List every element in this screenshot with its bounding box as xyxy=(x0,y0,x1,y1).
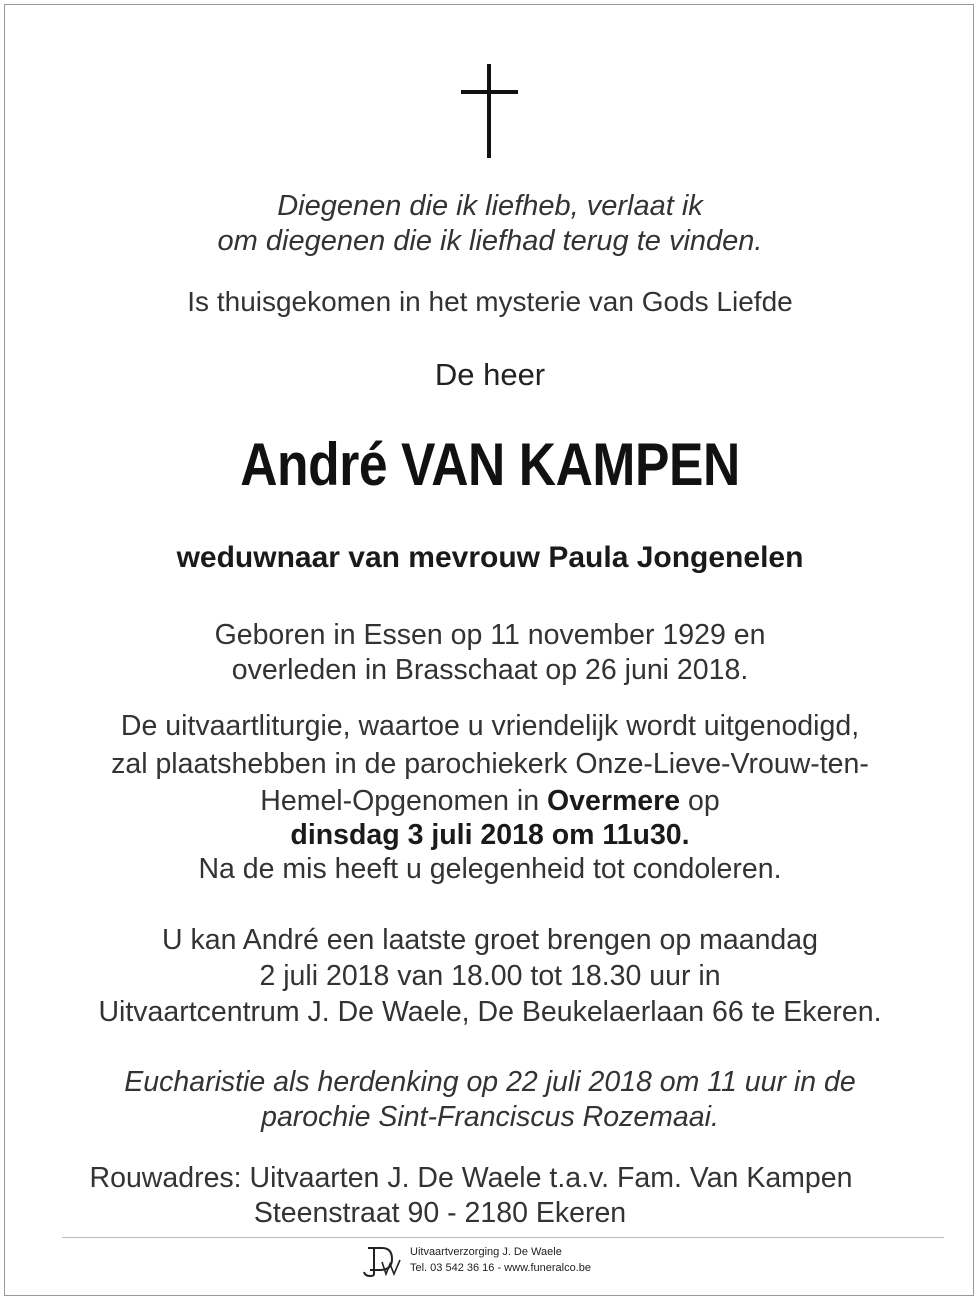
funeral-home-contact: Tel. 03 542 36 16 - www.funeralco.be xyxy=(410,1262,592,1274)
cross-icon xyxy=(458,64,522,160)
funeral-line-2: zal plaatshebben in de parochiekerk Onze-Lieve-Vrouw-ten- xyxy=(111,748,869,780)
eucharist-line-2: parochie Sint-Franciscus Rozemaai. xyxy=(261,1101,719,1133)
widower-line: weduwnaar van mevrouw Paula Jongenelen xyxy=(176,541,804,574)
address-line-2: Steenstraat 90 - 2180 Ekeren xyxy=(253,1197,627,1229)
funeral-line-1: De uitvaartliturgie, waartoe u vriendelijk wordt uitgenodigd, xyxy=(120,710,860,742)
deceased-name: André VAN KAMPEN xyxy=(240,431,740,498)
farewell-line-2: 2 juli 2018 van 18.00 tot 18.30 uur in xyxy=(259,960,721,992)
farewell-line-3: Uitvaartcentrum J. De Waele, De Beukelaerlaan 66 te Ekeren. xyxy=(98,996,882,1028)
quote-line-2: om diegenen die ik liefhad terug te vinden. xyxy=(217,225,763,257)
address-line-1: Rouwadres: Uitvaarten J. De Waele t.a.v. Fam. Van Kampen xyxy=(89,1162,853,1194)
funeral-line-3-pre: Hemel-Opgenomen in xyxy=(260,785,547,817)
funeral-datetime: dinsdag 3 juli 2018 om 11u30. xyxy=(290,819,690,851)
eucharist-line-1: Eucharistie als herdenking op 22 juli 2018 om 11 uur in de xyxy=(124,1066,856,1098)
funeral-home-info xyxy=(410,1244,591,1276)
funeral-line-5: Na de mis heeft u gelegenheid tot condoleren. xyxy=(198,853,782,885)
birth-line-2: overleden in Brasschaat op 26 juni 2018. xyxy=(231,654,749,686)
title-prefix: De heer xyxy=(434,357,546,392)
quote-line-1: Diegenen die ik liefheb, verlaat ik xyxy=(277,190,703,222)
funeral-location: Overmere xyxy=(547,785,681,817)
funeral-home-logo xyxy=(360,1244,404,1278)
birth-line-1: Geboren in Essen op 11 november 1929 en xyxy=(214,619,766,651)
funeral-home-name: Uitvaartverzorging J. De Waele xyxy=(410,1246,562,1258)
funeral-line-3-post: op xyxy=(680,785,720,817)
footer-divider xyxy=(62,1237,944,1238)
intro-text: Is thuisgekomen in het mysterie van Gods Liefde xyxy=(187,286,793,317)
funeral-line-3 xyxy=(0,785,980,818)
farewell-line-1: U kan André een laatste groet brengen op maandag xyxy=(162,924,818,956)
